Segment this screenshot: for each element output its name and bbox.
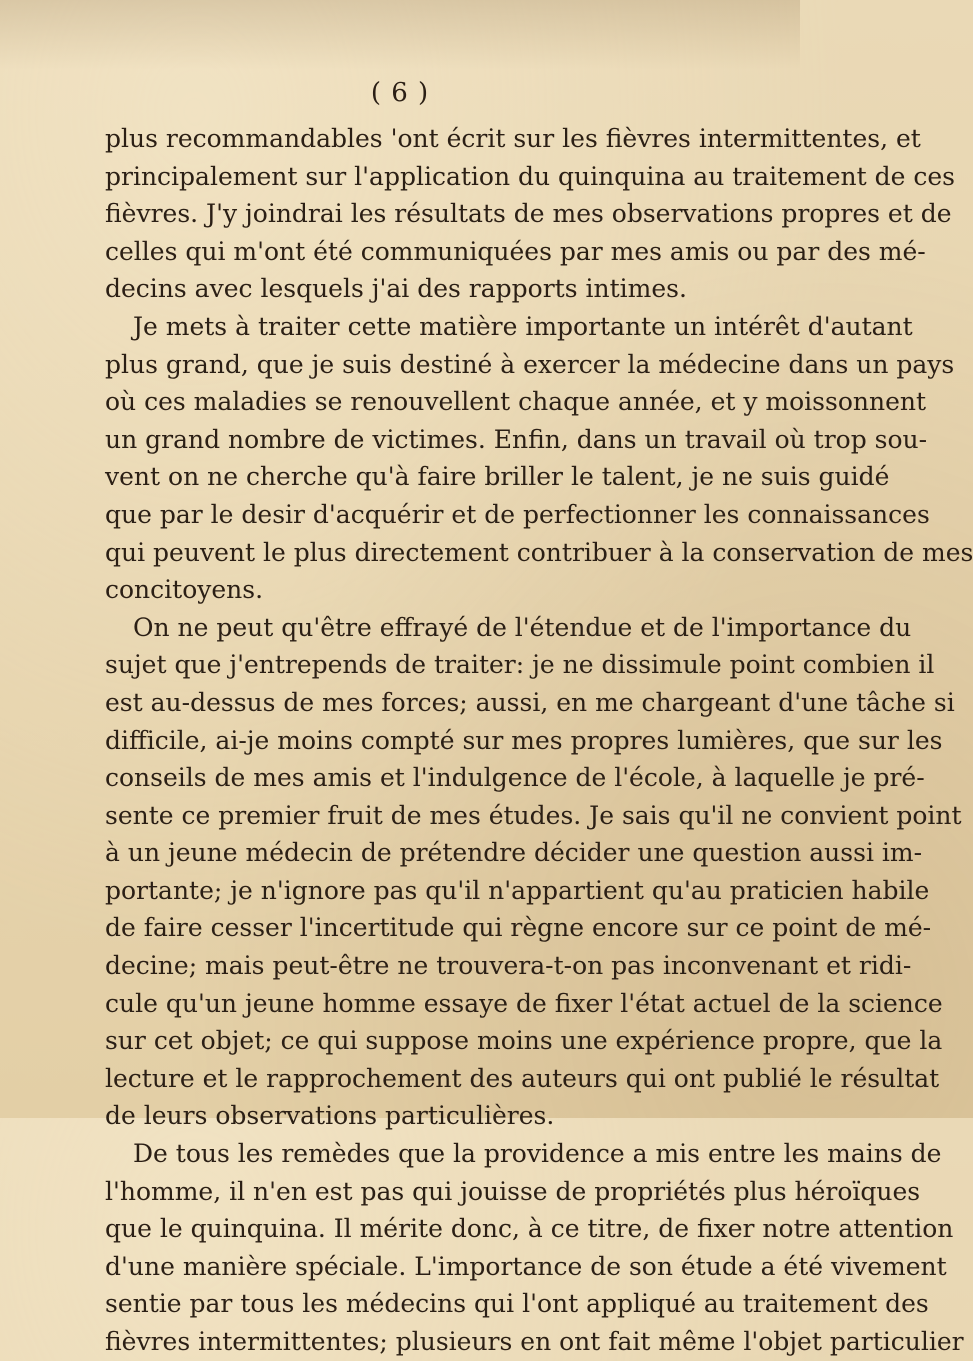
text-line: cule qu'un jeune homme essaye de fixer l'état actuel de la science	[105, 988, 943, 1018]
text-line: que par le desir d'acquérir et de perfectionner les connaissances	[105, 499, 930, 529]
text-line: où ces maladies se renouvellent chaque année, et y moissonnent	[105, 387, 927, 417]
page-edge-stain	[0, 0, 800, 70]
text-line: Je mets à traiter cette matière importante un intérêt d'autant	[133, 311, 913, 341]
text-line: sentie par tous les médecins qui l'ont appliqué au traitement des	[105, 1289, 929, 1319]
text-line: un grand nombre de victimes. Enfin, dans un travail où trop sou-	[105, 424, 928, 454]
text-line: d'une manière spéciale. L'importance de son étude a été vivement	[105, 1251, 947, 1281]
body-text	[105, 120, 973, 1361]
text-line: fièvres intermittentes; plusieurs en ont fait même l'objet particulier	[105, 1327, 964, 1356]
text-line: difficile, ai-je moins compté sur mes propres lumières, que sur les	[105, 725, 943, 755]
text-line: celles qui m'ont été communiquées par mes amis ou par des mé-	[105, 236, 926, 266]
text-line: decins avec lesquels j'ai des rapports intimes.	[105, 274, 687, 304]
text-line: lecture et le rapprochement des auteurs qui ont publié le résultat	[105, 1063, 940, 1093]
text-line: On ne peut qu'être effrayé de l'étendue et de l'importance du	[133, 612, 912, 642]
text-line: plus recommandables 'ont écrit sur les fièvres intermittentes, et	[105, 124, 921, 153]
text-line: à un jeune médecin de prétendre décider une question aussi im-	[105, 838, 923, 868]
text-line: sujet que j'entrepends de traiter: je ne dissimule point combien il	[105, 650, 935, 680]
text-line: plus grand, que je suis destiné à exercer la médecine dans un pays	[105, 349, 955, 379]
text-line: concitoyens.	[105, 575, 264, 605]
text-line: de leurs observations particulières.	[105, 1101, 555, 1131]
text-line: de faire cesser l'incertitude qui règne encore sur ce point de mé-	[105, 913, 932, 943]
page-number: ( 6 )	[370, 78, 430, 108]
text-line: que le quinquina. Il mérite donc, à ce titre, de fixer notre attention	[105, 1214, 954, 1244]
text-line: sente ce premier fruit de mes études. Je sais qu'il ne convient point	[105, 800, 962, 830]
text-line: qui peuvent le plus directement contribuer à la conservation de mes	[105, 537, 973, 567]
text-line: De tous les remèdes que la providence a mis entre les mains de	[133, 1139, 942, 1169]
text-line: est au-dessus de mes forces; aussi, en me chargeant d'une tâche si	[105, 687, 955, 717]
text-line: portante; je n'ignore pas qu'il n'appartient qu'au praticien habile	[105, 875, 930, 905]
text-line: principalement sur l'application du quinquina au traitement de ces	[105, 161, 955, 191]
text-line: l'homme, il n'en est pas qui jouisse de propriétés plus héroïques	[105, 1176, 921, 1206]
text-line: conseils de mes amis et l'indulgence de l'école, à laquelle je pré-	[105, 763, 925, 793]
text-line: sur cet objet; ce qui suppose moins une expérience propre, que la	[105, 1026, 943, 1056]
text-line: fièvres. J'y joindrai les résultats de mes observations propres et de	[105, 199, 952, 229]
text-line: decine; mais peut-être ne trouvera-t-on pas inconvenant et ridi-	[105, 951, 912, 981]
text-line: vent on ne cherche qu'à faire briller le talent, je ne suis guidé	[105, 462, 890, 492]
